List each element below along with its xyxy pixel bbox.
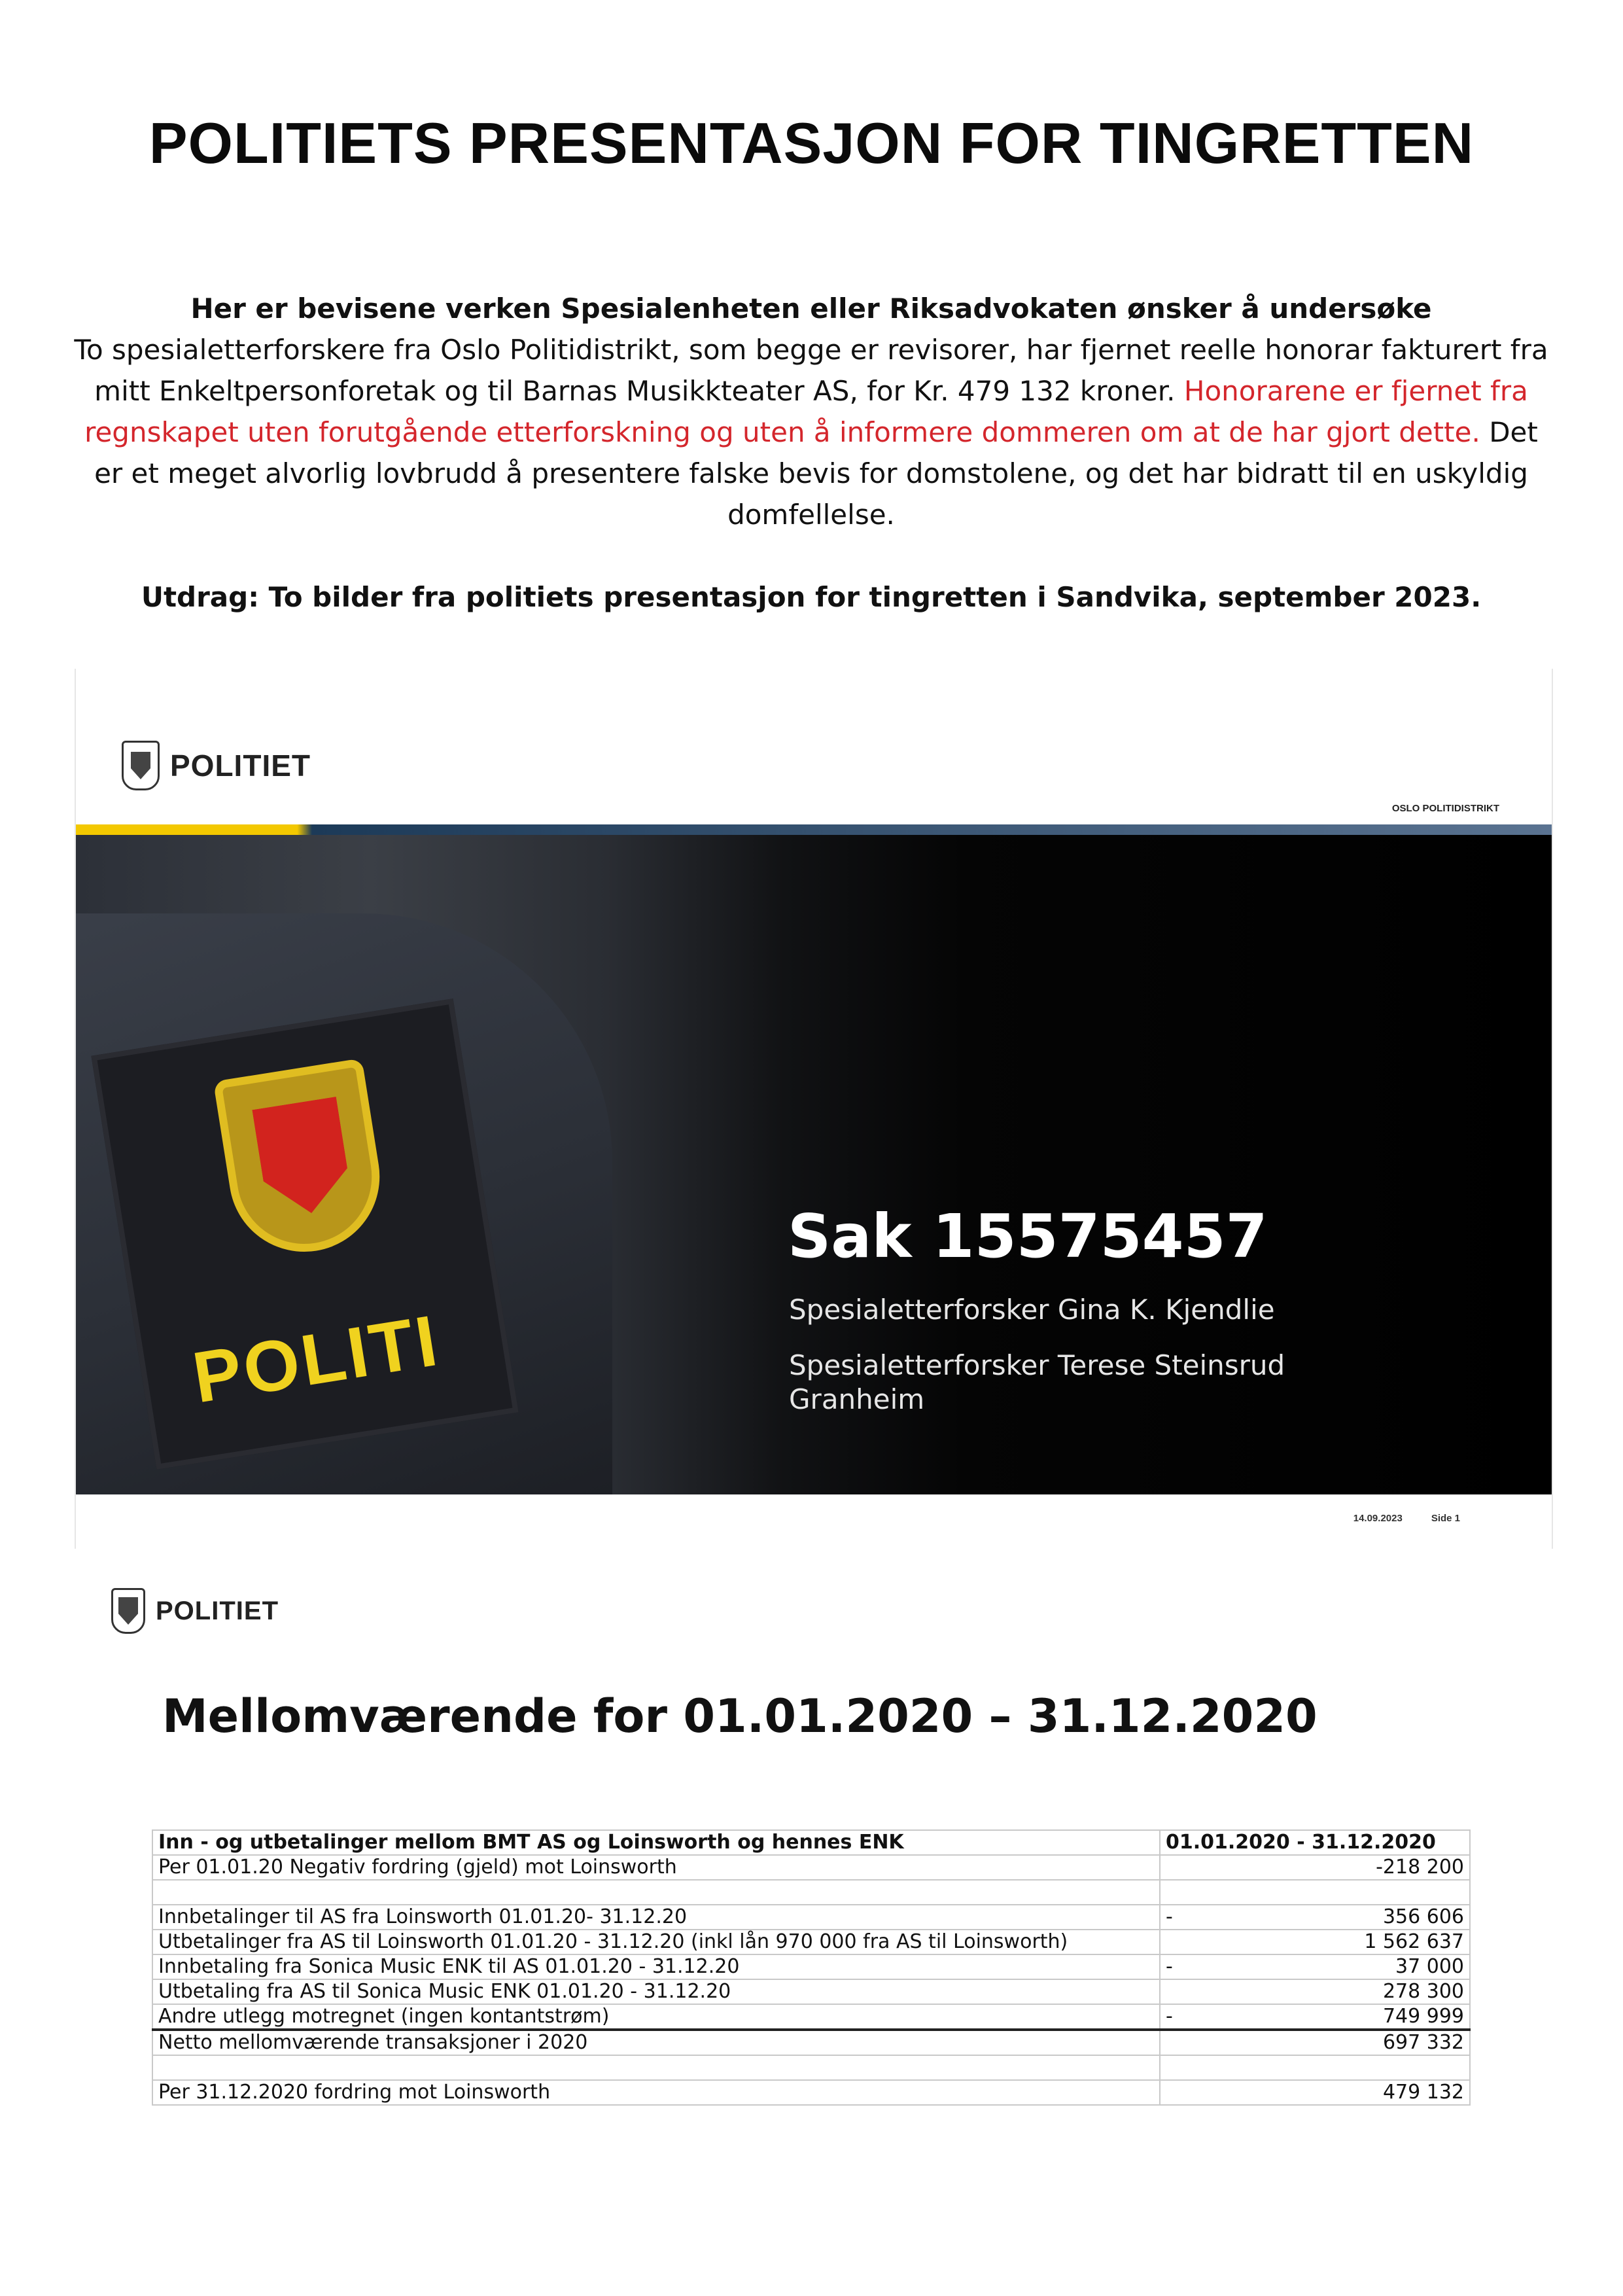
- row-sign: -: [1166, 2005, 1173, 2028]
- district-label: OSLO POLITIDISTRIKT: [1391, 803, 1499, 814]
- table-row: [152, 2004, 1470, 2030]
- row-value-cell: [1160, 1855, 1470, 1880]
- table-row: [152, 2080, 1470, 2105]
- row-label: Innbetaling fra Sonica Music ENK til AS 01.01.20 - 31.12.20: [152, 1954, 1160, 1979]
- row-label: Utbetaling fra AS til Sonica Music ENK 01.01.20 - 31.12.20: [152, 1979, 1160, 2004]
- slide-date: 14.09.2023: [1353, 1513, 1403, 1524]
- police-crest-icon: [122, 741, 160, 790]
- row-label: Utbetalinger fra AS til Loinsworth 01.01.20 - 31.12.20 (inkl lån 970 000 fra AS til Loinsworth): [152, 1930, 1160, 1954]
- table-row: [152, 2055, 1470, 2080]
- slide-page: Side 1: [1431, 1513, 1460, 1524]
- document-title: POLITIETS PRESENTASJON FOR TINGRETTEN: [148, 111, 1475, 175]
- table-row: [152, 1954, 1470, 1979]
- row-value: 278 300: [1382, 1980, 1464, 2003]
- row-label: Innbetalinger til AS fra Loinsworth 01.01.20- 31.12.20: [152, 1905, 1160, 1930]
- intro-text-1: To spesialetterforskere fra Oslo Politidistrikt, som begge er revisorer, har fjernet reelle honorar fakturert fra mitt Enkeltpersonforetak og til Barnas Musikkteater AS, for Kr. 479 132 kroner.: [74, 334, 1548, 407]
- row-value: 356 606: [1382, 1905, 1464, 1928]
- row-sign: -: [1166, 1955, 1173, 1978]
- row-label: Andre utlegg motregnet (ingen kontantstrøm): [152, 2004, 1160, 2030]
- row-value-cell: [1160, 1905, 1470, 1930]
- case-title: Sak 15575457: [788, 1201, 1268, 1271]
- slide-title-page: [75, 669, 1553, 1549]
- table-row: [152, 1930, 1470, 1954]
- logo-text: POLITIET: [170, 749, 311, 783]
- row-label: [152, 2055, 1160, 2080]
- row-value-cell: [1160, 2055, 1470, 2080]
- police-logo: [111, 1588, 279, 1634]
- row-value-cell: [1160, 1930, 1470, 1954]
- intro-text-highlight: Honorarene er fjernet fra regnskapet uten forutgående etterforskning og uten å informere dommeren om at de har gjort dette.: [84, 375, 1528, 448]
- row-value-cell: [1160, 1979, 1470, 2004]
- row-value: 697 332: [1382, 2031, 1464, 2054]
- row-value: 1 562 637: [1364, 1930, 1464, 1953]
- intro-block: [72, 288, 1550, 618]
- table-row: [152, 2030, 1470, 2055]
- row-label: Per 31.12.2020 fordring mot Loinsworth: [152, 2080, 1160, 2105]
- table-header-label: Inn - og utbetalinger mellom BMT AS og Loinsworth og hennes ENK: [152, 1830, 1160, 1855]
- logo-text: POLITIET: [156, 1596, 279, 1625]
- row-value: 479 132: [1382, 2081, 1464, 2104]
- patch-text: POLITI: [187, 1299, 445, 1419]
- officer-name: Spesialetterforsker Terese Steinsrud Granheim: [789, 1349, 1285, 1415]
- slide-stripe: [76, 824, 1552, 835]
- table-row: [152, 1880, 1470, 1905]
- slide-photo: [76, 835, 1552, 1494]
- table-row: [152, 1905, 1470, 1930]
- intro-heading: Her er bevisene verken Spesialenheten eller Riksadvokaten ønsker å undersøke: [190, 292, 1432, 325]
- row-value: 749 999: [1382, 2005, 1464, 2028]
- row-label: Netto mellomværende transaksjoner i 2020: [152, 2030, 1160, 2055]
- row-value: 37 000: [1395, 1955, 1464, 1978]
- row-value-cell: [1160, 2080, 1470, 2105]
- table-row: [152, 1855, 1470, 1880]
- row-sign: -: [1166, 1905, 1173, 1928]
- row-value-cell: [1160, 2030, 1470, 2055]
- row-value-cell: [1160, 1880, 1470, 1905]
- table-row: [152, 1979, 1470, 2004]
- slide-footer: [1325, 1513, 1460, 1524]
- table-header-row: [152, 1830, 1470, 1855]
- slide-title: Mellomværende for 01.01.2020 – 31.12.2020: [162, 1689, 1318, 1743]
- uniform-patch: [91, 998, 518, 1470]
- balance-table: [152, 1829, 1471, 2106]
- intro-text-2: Det er et meget alvorlig lovbrudd å presentere falske bevis for domstolene, og det har bidratt til en uskyldig domfellelse.: [94, 416, 1538, 531]
- police-crest-icon: [111, 1588, 145, 1634]
- officer-name: Spesialetterforsker Gina K. Kjendlie: [789, 1294, 1275, 1326]
- excerpt-caption: Utdrag: To bilder fra politiets presentasjon for tingretten i Sandvika, september 2023.: [141, 581, 1482, 613]
- row-value-cell: [1160, 1954, 1470, 1979]
- table-header-period: 01.01.2020 - 31.12.2020: [1160, 1830, 1470, 1855]
- row-label: Per 01.01.20 Negativ fordring (gjeld) mot Loinsworth: [152, 1855, 1160, 1880]
- row-value-cell: [1160, 2004, 1470, 2030]
- row-label: [152, 1880, 1160, 1905]
- row-value: -218 200: [1376, 1856, 1464, 1879]
- police-logo: [122, 741, 311, 790]
- patch-crest-icon: [213, 1058, 391, 1263]
